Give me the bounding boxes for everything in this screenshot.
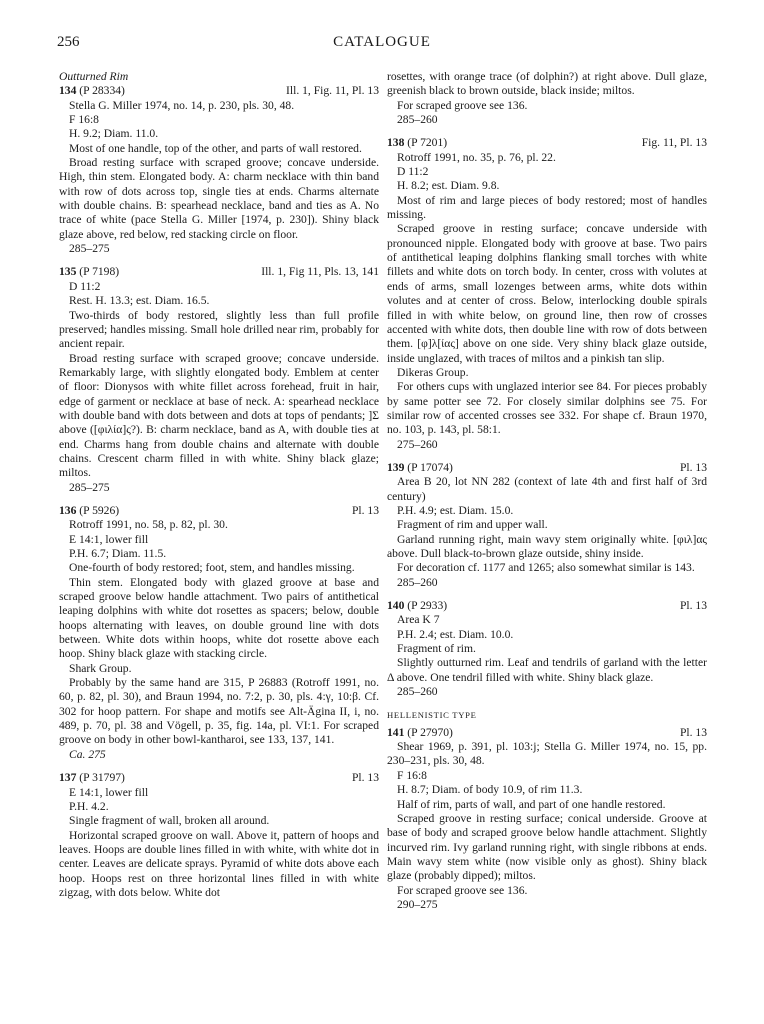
inventory-number: (P 27970) xyxy=(407,725,453,739)
plate-reference: Pl. 13 xyxy=(351,771,379,785)
publication: Shear 1969, p. 391, pl. 103:j; Stella G. Miller 1974, no. 15, pp. 230–231, pls. 30, 48. xyxy=(387,740,707,768)
entry-header xyxy=(387,136,707,150)
entry-header xyxy=(59,265,379,279)
date-range: 285–275 xyxy=(69,242,110,256)
condition: One-fourth of body restored; foot, stem, and handles missing. xyxy=(69,561,355,575)
entry-header xyxy=(387,726,707,740)
condition: Fragment of rim and upper wall. xyxy=(397,518,548,532)
condition: Single fragment of wall, broken all around. xyxy=(69,814,270,828)
date-range: Ca. 275 xyxy=(69,747,106,761)
plate-reference: Pl. 13 xyxy=(679,460,707,474)
inventory-number: (P 31797) xyxy=(79,771,125,785)
deposit: D 11:2 xyxy=(69,279,101,293)
inventory-number: (P 7201) xyxy=(407,136,448,150)
section-heading: Outturned Rim xyxy=(59,70,129,83)
catalogue-entry-139 xyxy=(387,461,707,590)
dimensions: H. 8.7; Diam. of body 10.9, of rim 11.3. xyxy=(397,783,583,797)
description: Garland running right, main wavy stem originally white. [φιλ]ας above. Dull black-to-brown glaze outside, shiny inside. xyxy=(387,532,707,560)
catalogue-entry-138 xyxy=(387,136,707,452)
section-heading: HELLENISTIC TYPE xyxy=(387,710,477,721)
description: Horizontal scraped groove on wall. Above it, pattern of hoops and leaves. Hoops are double lines filled in with white, with white dot in center. Leaves are delicate sprays. Pyramid of white dots above each hoop. Hoops rest on three horizontal lines filled in with white zigzag, with dots below. White dot xyxy=(59,828,379,899)
right-column xyxy=(387,70,707,912)
inventory-number: (P 28334) xyxy=(79,84,125,98)
plate-reference: Pl. 13 xyxy=(679,599,707,613)
deposit: F 16:8 xyxy=(69,113,99,127)
publication: Rotroff 1991, no. 58, p. 82, pl. 30. xyxy=(69,518,228,532)
entry-header xyxy=(387,599,707,613)
date-range: 285–260 xyxy=(397,685,438,699)
plate-reference: Ill. 1, Fig. 11, Pl. 13 xyxy=(286,84,379,98)
date-range: 285–260 xyxy=(397,113,438,127)
page-number: 256 xyxy=(57,34,80,50)
condition: Two-thirds of body restored, slightly less than full profile preserved; handles missing. Small hole drilled near rim, probably for ancient repair. xyxy=(59,308,379,351)
entry-number: 134 xyxy=(59,84,77,98)
entry-number: 139 xyxy=(387,460,405,474)
group: Shark Group. xyxy=(69,661,132,675)
dimensions: H. 8.2; est. Diam. 9.8. xyxy=(397,179,500,193)
dimensions: Rest. H. 13.3; est. Diam. 16.5. xyxy=(69,294,210,308)
entry-number: 137 xyxy=(59,771,77,785)
catalogue-entry-137 xyxy=(59,771,379,900)
entry-number: 135 xyxy=(59,265,77,279)
inventory-number: (P 7198) xyxy=(79,265,120,279)
inventory-number: (P 2933) xyxy=(407,599,448,613)
deposit: D 11:2 xyxy=(397,165,429,179)
inventory-number: (P 17074) xyxy=(407,460,453,474)
publication: Rotroff 1991, no. 35, p. 76, pl. 22. xyxy=(397,150,556,164)
entry-number: 136 xyxy=(59,503,77,517)
plate-reference: Ill. 1, Fig 11, Pls. 13, 141 xyxy=(261,265,379,279)
running-title: CATALOGUE xyxy=(333,34,431,50)
entry-header xyxy=(59,84,379,98)
entry-number: 141 xyxy=(387,725,405,739)
dimensions: H. 9.2; Diam. 11.0. xyxy=(69,127,159,141)
date-range: 275–260 xyxy=(397,437,438,451)
catalogue-entry-136 xyxy=(59,504,379,762)
note: For scraped groove see 136. xyxy=(397,883,528,897)
condition: Most of one handle, top of the other, and parts of wall restored. xyxy=(69,141,362,155)
catalogue-entry-134 xyxy=(59,84,379,256)
entry-header xyxy=(387,461,707,475)
condition: Fragment of rim. xyxy=(397,642,476,656)
description: Broad resting surface with scraped groove; concave underside. Remarkably large, with slightly elongated body. Emblem at center of floor: Dionysos with white fillet across forehead, fruit in hair, edge of garment or necklace at base of neck. A: spearhead necklace with double band with dots between and dots at tops of pendants; ]Σ above ([φιλία]ς?). B: charm necklace, band as A, with double ties at end. Charms hang from double chains and alternate with double chains. Crescent charm filled in with white. Shiny black glaze; miltos. xyxy=(59,351,379,480)
description: Broad resting surface with scraped groove; concave underside. High, thin stem. Elongated body. A: charm necklace with thin band with row of dots across top, single ties at ends. Charms alternate with double chains. B: spearhead necklace, band and ties as A. No trace of white (pace Stella G. Miller [1974, p. 230]). Shiny black glaze above, red below, red stacking circle on floor. xyxy=(59,156,379,241)
deposit: E 14:1, lower fill xyxy=(69,785,149,799)
page-header xyxy=(0,34,764,58)
description: Slightly outturned rim. Leaf and tendrils of garland with the letter Δ above. One tendril filled with white. Shiny black glaze. xyxy=(387,656,707,684)
notes: For decoration cf. 1177 and 1265; also somewhat similar is 143. xyxy=(397,561,695,575)
description: Thin stem. Elongated body with glazed groove at base and scraped groove below handle attachment. Two pairs of antithetical leaping dolphins with white dot rosettes as spacers; below, double hoops alternating with leaves, on double ground line with dots between. White dots within hoops, white dot rosette above each hoop. Shiny black glaze with stacking circle. xyxy=(59,575,379,661)
plate-reference: Pl. 13 xyxy=(351,503,379,517)
deposit: F 16:8 xyxy=(397,768,427,782)
inventory-number: (P 5926) xyxy=(79,503,120,517)
condition: Most of rim and large pieces of body restored; most of handles missing. xyxy=(387,193,707,222)
left-column xyxy=(59,70,379,900)
plate-reference: Pl. 13 xyxy=(679,725,707,739)
notes: For others cups with unglazed interior see 84. For pieces probably by same potter see 72. For closely similar dolphins see 75. For similar row of accented crosses see 332. For shape cf. Braun 1970, no. 103, p. 143, pl. 58:1. xyxy=(387,380,707,437)
catalogue-entry-135 xyxy=(59,265,379,495)
condition: Half of rim, parts of wall, and part of one handle restored. xyxy=(397,797,666,811)
date-range: 290–275 xyxy=(397,897,438,911)
description: Scraped groove in resting surface; concave underside with pronounced nipple. Elongated body with groove at base. Two pairs of antithetical leaping dolphins flanking small torches with white fillets and white dots on torch body. In center, cross with volutes at ends of arms, small lozenges between arms, white dots within volutes and at center of cross. Below, interlocking double spirals filled in with white below, on ground line, then row of crosses accented with white dots, then double line with row of dots between them. [φ]λ[ίας] above on one side. Very shiny black glaze outside, inside unglazed, with traces of miltos and a pinkish tan slip. xyxy=(387,222,707,365)
note: For scraped groove see 136. xyxy=(397,98,528,112)
catalogue-entry-140 xyxy=(387,599,707,699)
dimensions: P.H. 4.2. xyxy=(69,799,109,813)
description: Scraped groove in resting surface; conical underside. Groove at base of body and scraped groove below handle attachment. Slightly incurved rim. Ivy garland running right, with single ribbons at ends. Main wavy stem white (now visible only as ghost). Shiny black glaze (probably dipped); miltos. xyxy=(387,811,707,883)
dimensions: P.H. 6.7; Diam. 11.5. xyxy=(69,547,167,560)
entry-header xyxy=(59,771,379,785)
catalogue-entry-137-continued xyxy=(387,70,707,127)
date-range: 285–275 xyxy=(69,480,110,494)
entry-header xyxy=(59,504,379,518)
dimensions: P.H. 2.4; est. Diam. 10.0. xyxy=(397,627,514,641)
description: rosettes, with orange trace (of dolphin?) at right above. Dull glaze, greenish black to brown outside, black inside; miltos. xyxy=(387,70,707,98)
plate-reference: Fig. 11, Pl. 13 xyxy=(641,136,707,150)
catalogue-entry-141 xyxy=(387,726,707,912)
dimensions: P.H. 4.9; est. Diam. 15.0. xyxy=(397,503,514,517)
date-range: 285–260 xyxy=(397,575,438,589)
publication: Stella G. Miller 1974, no. 14, p. 230, pls. 30, 48. xyxy=(69,98,295,112)
group: Dikeras Group. xyxy=(397,365,469,379)
entry-number: 138 xyxy=(387,136,405,150)
notes: Probably by the same hand are 315, P 26883 (Rotroff 1991, no. 60, p. 82, pl. 30), and Braun 1994, no. 7:2, p. 30, pls. 4:γ, 10:β. Cf. 302 for hoop pattern. For shape and motifs see Alt-Ägina II, i, no. 489, p. 70, pl. 38 and Vögell, p. 35, fig. 14a, pl. VI:1. For scraped groove on body in other bowl-kantharoi, see 133, 137, 141. xyxy=(59,676,379,747)
deposit: E 14:1, lower fill xyxy=(69,532,149,546)
deposit: Area K 7 xyxy=(397,613,440,627)
deposit: Area B 20, lot NN 282 (context of late 4th and first half of 3rd century) xyxy=(387,475,707,503)
entry-number: 140 xyxy=(387,599,405,613)
